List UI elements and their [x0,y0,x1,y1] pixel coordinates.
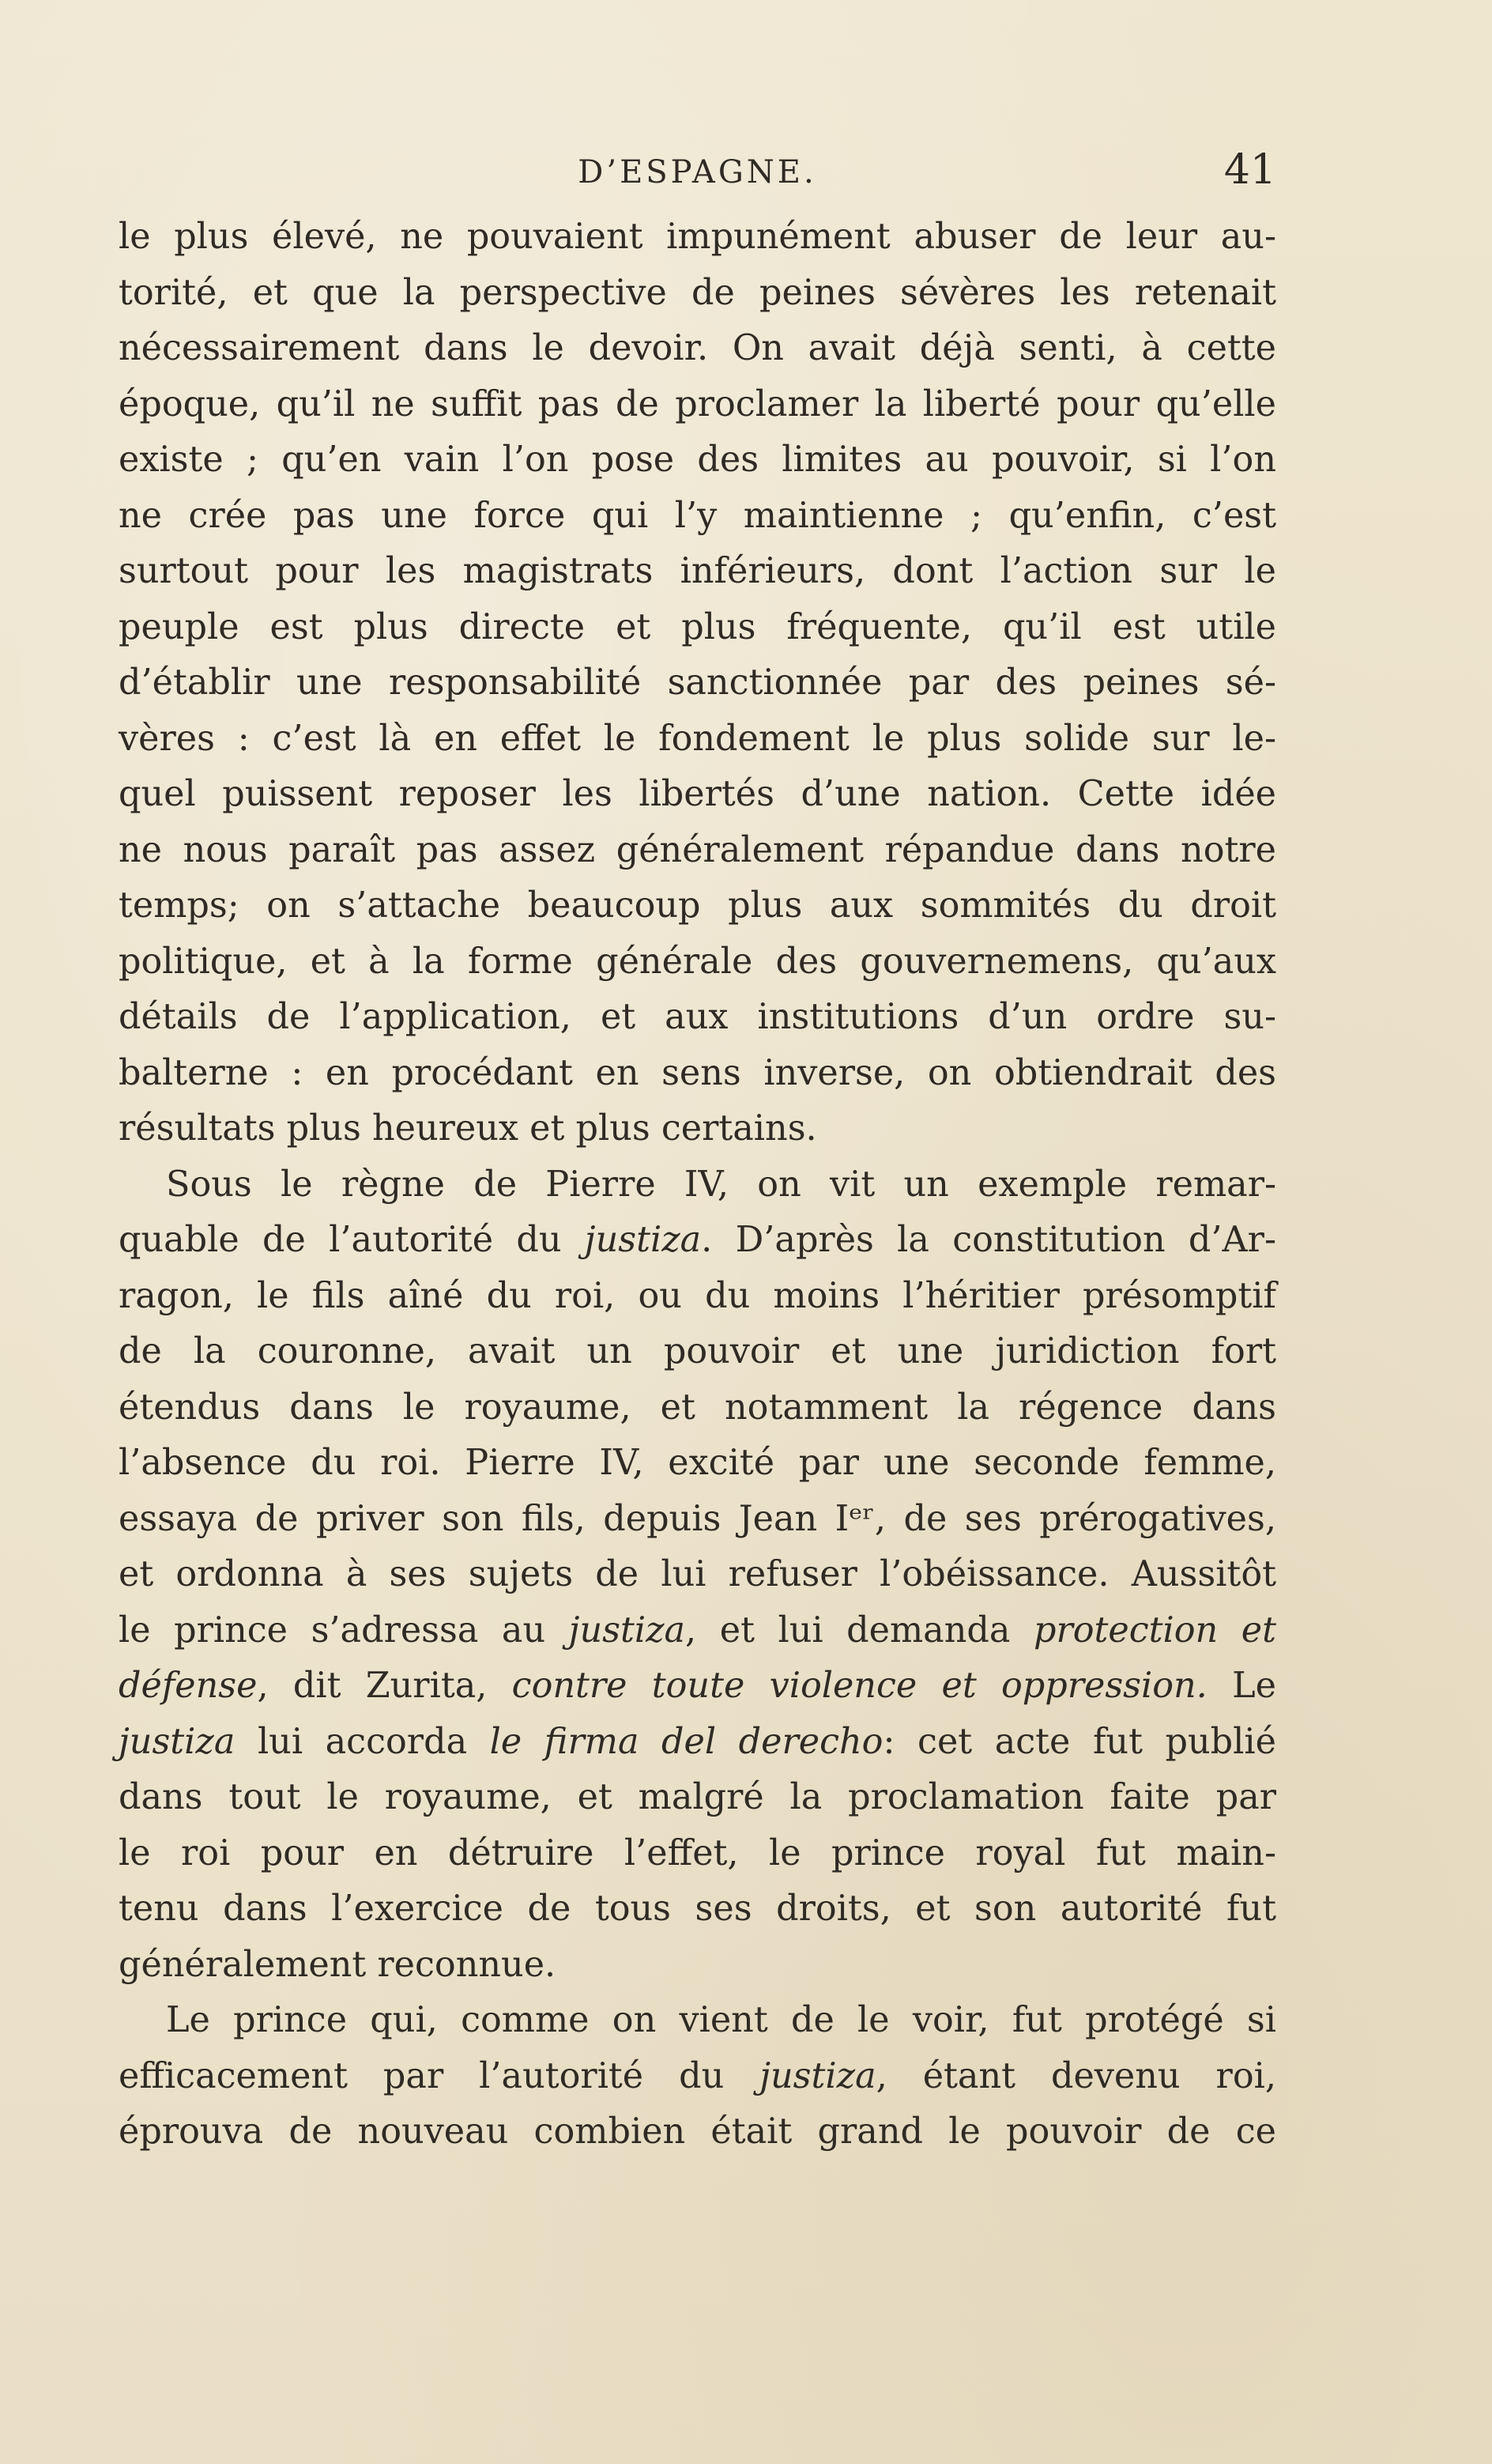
text-line: le plus élevé, ne pouvaient impunément abuser de leur au- [119,217,1276,257]
text-line: efficacement par l’autorité du justiza, étant devenu roi, [119,2055,1276,2096]
body-text [119,209,1276,2160]
text-line: quable de l’autorité du justiza. D’après la constitution d’Ar- [119,1220,1276,1260]
text-line: époque, qu’il ne suffit pas de proclamer la liberté pour qu’elle [119,383,1276,425]
text-line: balterne : en procédant en sens inverse, on obtiendrait des [119,1052,1276,1093]
text-line: existe ; qu’en vain l’on pose des limites au pouvoir, si l’on [119,440,1276,480]
text-line: généralement reconnue. [119,1944,556,1985]
text-line: d’établir une responsabilité sanctionnée par des peines sé- [119,662,1276,703]
text-line: vères : c’est là en effet le fondement le plus solide sur le- [119,718,1276,759]
page-header [119,146,1276,209]
text-line: tenu dans l’exercice de tous ses droits, et son autorité fut [119,1889,1276,1929]
text-line: le prince s’adressa au justiza, et lui demanda protection et [119,1609,1276,1651]
text-line: ne nous paraît pas assez généralement répandue dans notre [119,829,1276,870]
text-line: détails de l’application, et aux institutions d’un ordre su- [119,997,1276,1037]
text-line: politique, et à la forme générale des gouvernemens, qu’aux [119,941,1276,982]
running-title: D’ESPAGNE. [578,154,817,191]
text-line: justiza lui accorda le firma del derecho: cet acte fut publié [119,1721,1276,1762]
page-number: 41 [1223,146,1276,194]
text-line: l’absence du roi. Pierre IV, excité par une seconde femme, [119,1443,1276,1483]
text-line: résultats plus heureux et plus certains. [119,1108,817,1149]
text-line: nécessairement dans le devoir. On avait déjà senti, à cette [119,328,1276,368]
text-line: étendus dans le royaume, et notamment la régence dans [119,1387,1276,1428]
text-line: défense, dit Zurita, contre toute violence et oppression. Le [119,1666,1276,1706]
text-line: peuple est plus directe et plus fréquente, qu’il est utile [119,606,1276,647]
text-line: et ordonna à ses sujets de lui refuser l’obéissance. Aussitôt [119,1554,1276,1594]
text-line: essaya de priver son fils, depuis Jean Iᵉʳ, de ses prérogatives, [119,1498,1276,1539]
text-line: surtout pour les magistrats inférieurs, dont l’action sur le [119,551,1276,591]
text-line: ragon, le fils aîné du roi, ou du moins l’héritier présomptif [119,1275,1276,1316]
text-line: dans tout le royaume, et malgré la proclamation faite par [119,1777,1276,1817]
text-line: de la couronne, avait un pouvoir et une juridiction fort [119,1331,1276,1372]
text-line: quel puissent reposer les libertés d’une nation. Cette idée [119,774,1276,814]
text-line: Le prince qui, comme on vient de le voir, fut protégé si [166,2000,1276,2040]
text-line: torité, et que la perspective de peines sévères les retenait [119,272,1276,313]
text-line: Sous le règne de Pierre IV, on vit un exemple remar- [166,1164,1276,1205]
text-line: le roi pour en détruire l’effet, le prince royal fut main- [119,1832,1276,1873]
text-line: temps; on s’attache beaucoup plus aux sommités du droit [119,885,1276,926]
text-line: ne crée pas une force qui l’y maintienne ; qu’enfin, c’est [119,495,1276,536]
text-line: éprouva de nouveau combien était grand le pouvoir de ce [119,2111,1276,2152]
